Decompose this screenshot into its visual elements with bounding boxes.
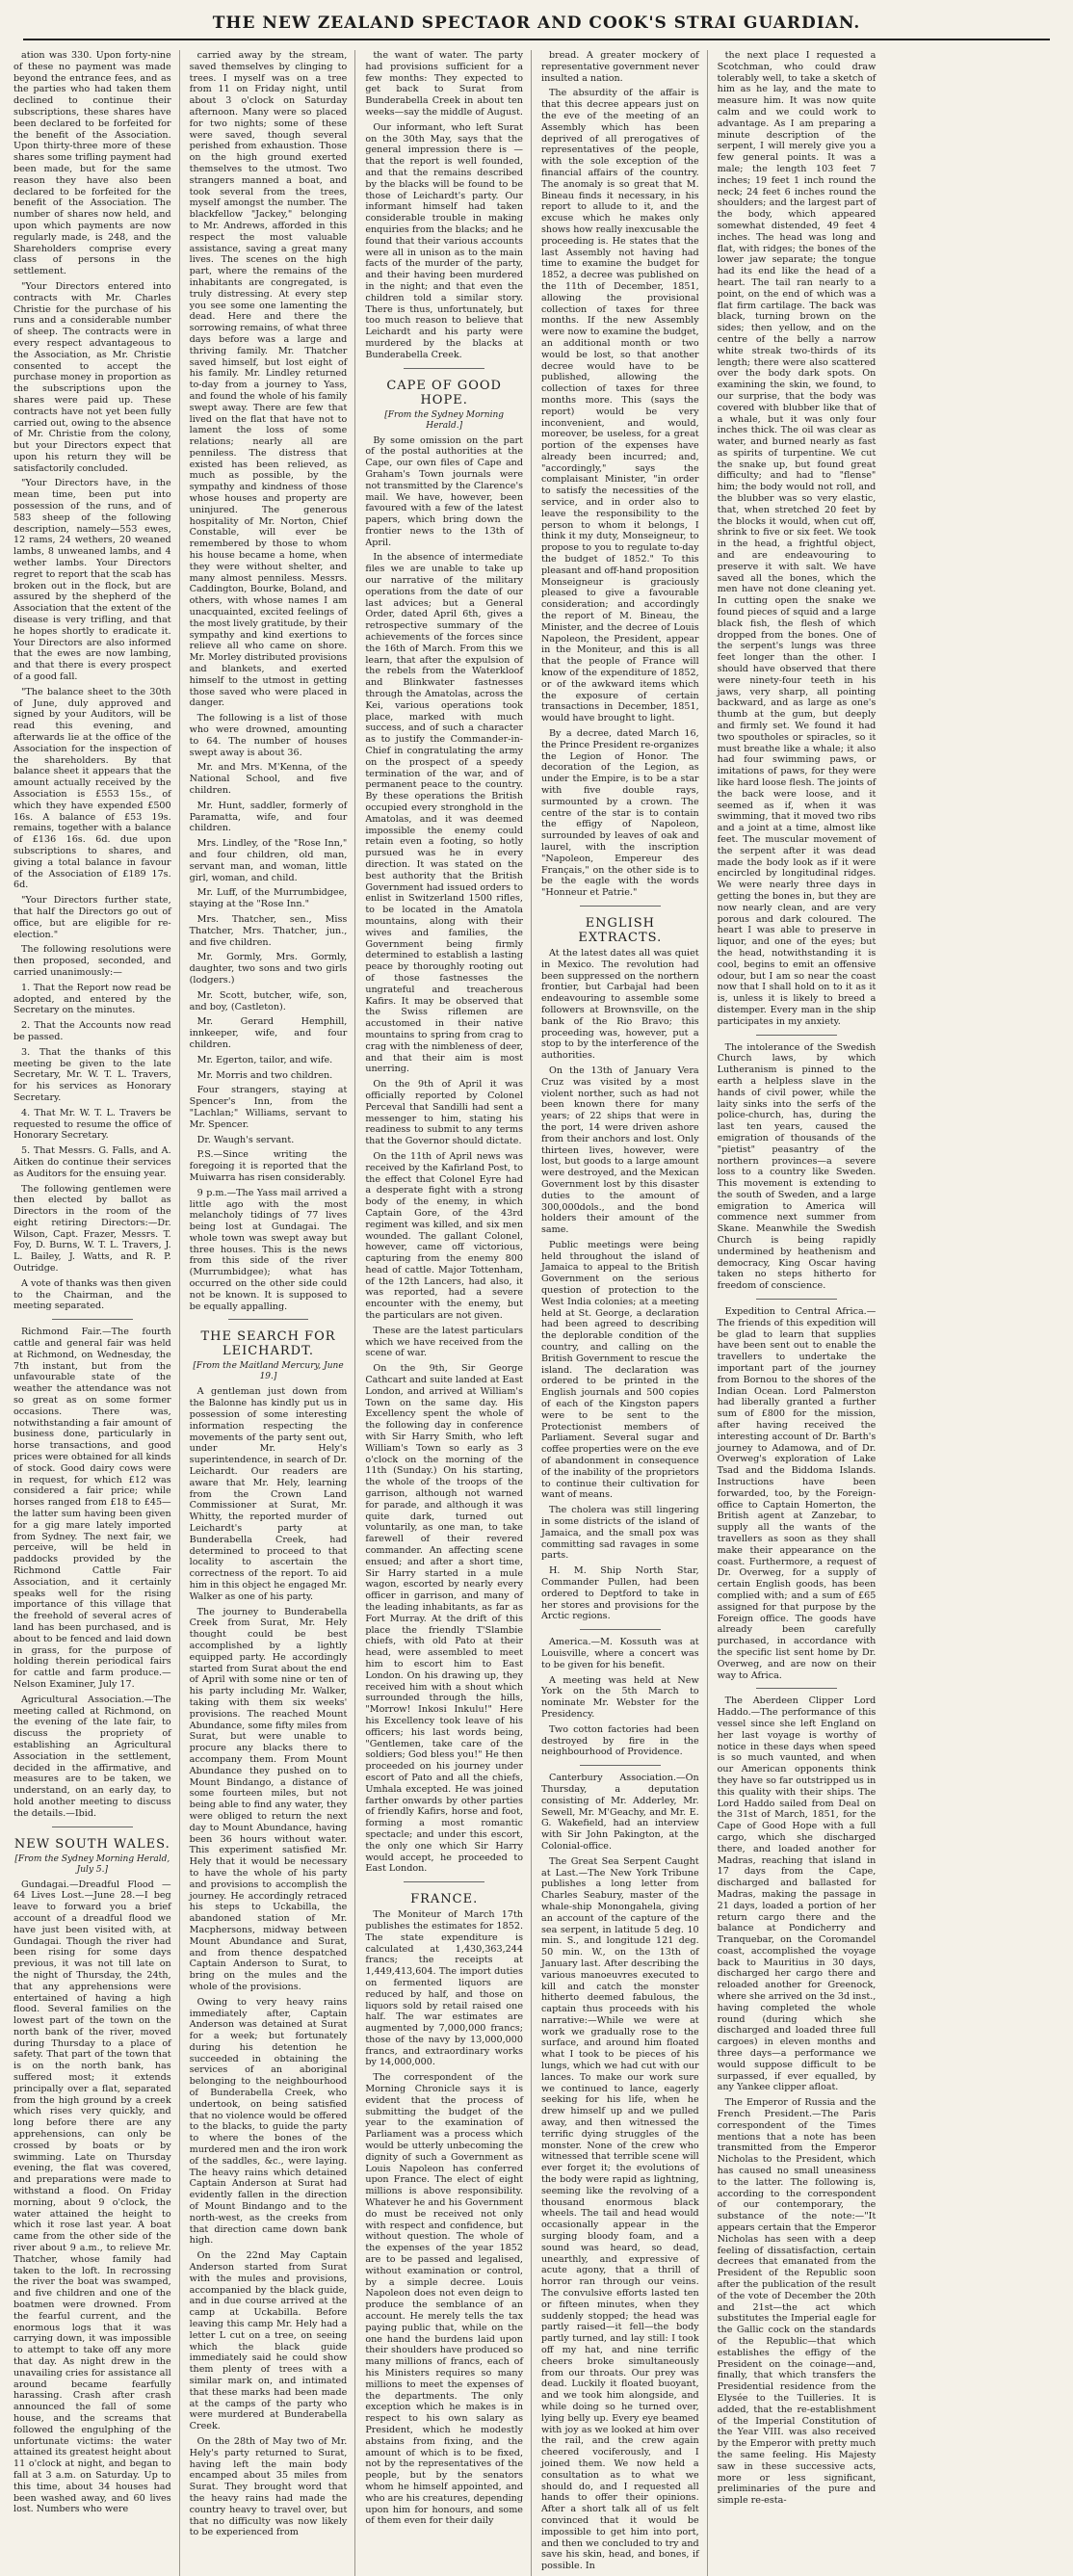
section-divider: [580, 1765, 661, 1766]
section-divider: [580, 1629, 661, 1630]
paragraph: Canterbury Association.—On Thursday, a deputation consisting of Mr. Adderley, Mr. Sewell, Mr. M'Geachy, and Mr. E. G. Wakefield, had an interview with Sir John Pakington, at the Colonial-office.: [541, 1773, 699, 1852]
paragraph: Dr. Waugh's servant.: [196, 1134, 295, 1145]
section-divider: [580, 906, 661, 907]
paragraph: In the absence of intermediate files we are unable to take up our narrative of the military operations from the date of our last advices; but a General Order, dated April 6th, gives a retrospective summary of the achievements of the forces since the 16th of March. From this we learn, that after the expulsion of the rebels from the Waterkloof and Blinkwater fastnesses through the Amatolas, across the Kei, various operations took place, marked with much success, and of such a character as to justify the Commander-in-Chief in congratulating the army on the prospect of a speedy termination of the war, and of permanent peace to the country. By these operations the British occupied every stronghold in the Amatolas, and it was deemed impossible the enemy could retain even a footing, so hotly pursued was he in every direction. It was stated on the best authority that the British Government had issued orders to enlist in Switzerland 1500 rifles, to be located in the Amatola mountains, along with their wives and families, the Government being firmly determined to establish a lasting peace by thoroughly rooting out of those fastnesses the ungrateful and treacherous Kafirs. It may be observed that the Swiss riflemen are accustomed in their native mountains to spring from crag to crag with the nimbleness of deer, and that their aim is most unerring.: [365, 552, 523, 1075]
section-divider: [404, 368, 484, 369]
paragraph: P.S.—Since writing the foregoing it is reported that the Muiwarra has risen considerably.: [189, 1149, 348, 1183]
paragraph: Mr. Morris and two children.: [196, 1069, 333, 1081]
paragraph: The following gentlemen were then elected by ballot as Directors in the room of the eight retiring Directors:—Dr. Wilson, Capt. Frazer, Messrs. T. Foy, D. Burns, W. T. L. Travers, J. L. Bailey, J. Watts, and R. P. Outridge.: [13, 1183, 171, 1275]
section-divider: [756, 1035, 838, 1036]
paragraph: Mr. and Mrs. M'Kenna, of the National School, and five children.: [189, 762, 348, 796]
paragraph: The cholera was still lingering in some districts of the island of Jamaica, and the small pox was committing sad ravages in some parts.: [541, 1505, 699, 1562]
paragraph: Gundagai.—Dreadful Flood — 64 Lives Lost.—June 28.—I beg leave to forward you a brief account of a dreadful flood we have just been visited with, at Gundagai. Though the river had been rising for some days previous, it was not till late on the night of Thursday, the 24th, that any apprehensions were entertained of having a high flood. Several families on the lowest part of the town on the north bank of the river, moved during Thursday to a place of safety. That part of the town that is on the north bank, has suffered most; it extends principally over a flat, separated from the high ground by a creek which rises very quickly, and long before there are any apprehensions, can only be crossed by boats or by swimming. Late on Thursday evening, the flat was covered, and preparations were made to withstand a flood. On Friday morning, about 9 o'clock, the water attained the height to which it rose last year. A boat came from the other side of the river about 9 a.m., to relieve Mr. Thatcher, whose family had taken to the loft. In recrossing the river the boat was swamped, and five children and one of the boatmen were drowned. From the fearful current, and the enormous logs that it was carrying down, it was impossible to attempt to take off any more that day. As night drew in the unavailing cries for assistance all around became fearfully harassing. Crash after crash announced the fall of some house, and the screams that followed the engulphing of the unfortunate victims: the water attained its greatest height about 11 o'clock at night, and began to fall at 3 a.m. on Saturday. Up to this time, about 34 houses had been washed away, and 60 lives lost. Numbers who were: [13, 1879, 171, 2515]
section-heading: CAPE OF GOOD HOPE.: [386, 378, 502, 407]
paragraph: Mr. Gerard Hemphill, innkeeper, wife, and four children.: [189, 1016, 348, 1050]
paragraph: Mr. Hunt, saddler, formerly of Paramatta, wife, and four children.: [189, 800, 348, 834]
paragraph: "Your Directors entered into contracts with Mr. Charles Christie for the purchase of his runs and a considerable number of sheep. The contracts were in every respect advantageous to the Association, as Mr. Christie consented to accept the purchase money in proportion as the subscriptions upon the shares were paid up. These contracts have not yet been fully carried out, owing to the absence of Mr. Christie from the colony, but your Directors expect that upon his return they will be satisfactorily concluded.: [13, 280, 171, 474]
paragraph: Expedition to Central Africa.—The friends of this expedition will be glad to learn that supplies have been sent out to enable the travellers to undertake the important part of the journey from Bornou to the shores of the Indian Ocean. Lord Palmerston had liberally granted a further sum of £800 for the mission, after having received the interesting account of Dr. Barth's journey to Adamowa, and of Dr. Overweg's exploration of Lake Tsad and the Biddoma Islands. Instructions have been forwarded, too, by the Foreign-office to Captain Homerton, the British agent at Zanzebar, to supply all the wants of the travellers as soon as they shall make their appearance on the coast. Furthermore, a request of Dr. Overweg, for a supply of certain English goods, has been complied with; and a sum of £65 assigned for that purpose by the Foreign office. The goods have already been carefully purchased, in accordance with the specific list sent home by Dr. Overweg, and are now on their way to Africa.: [717, 1306, 877, 1681]
section-heading: NEW SOUTH WALES.: [13, 1836, 170, 1852]
paragraph: On the 9th, Sir George Cathcart and suite landed at East London, and arrived at William's Town on the same day. His Excellency spent the whole of the following day in conference with Sir Harry Smith, who left William's Town so early as 3 o'clock on the morning of the 11th (Sunday.) On his starting, the whole of the troops of the garrison, although not warned for parade, and although it was quite dark, turned out voluntarily, as one man, to take farewell of their revered commander. An affecting scene ensued; and after a short time, Sir Harry started in a mule wagon, escorted by nearly every officer in garrison, and many of the leading inhabitants, as far as Fort Murray. At the drift of this place the friendly T'Slambie chiefs, with old Pato at their head, were assembled to meet him to escort him to East London. On his drawing up, they received him with a shout which surrounded through the hills, "Morrow! Inkosi Inkulu!" Here his Excellency took leave of his officers; his last words being, "Gentlemen, take care of the soldiers; God bless you!" He then proceeded on his journey under escort of Pato and all the chiefs, Umhala excepted. He was joined farther onwards by other parties of friendly Kafirs, horse and foot, forming a most romantic spectacle; and under this escort, the only one which Sir Harry would accept, he proceeded to East London.: [365, 1363, 523, 1875]
section-divider: [52, 1319, 133, 1320]
paragraph: These are the latest particulars which we have received from the scene of war.: [365, 1325, 523, 1359]
paragraph: America.—M. Kossuth was at Louisville, where a concert was to be given for his benefit.: [541, 1637, 699, 1670]
paragraph: 4. That Mr. W. T. L. Travers be requested to resume the office of Honorary Secretary.: [13, 1107, 171, 1142]
paragraph: 2. That the Accounts now read be passed.: [13, 1020, 171, 1042]
paragraph: On the 22nd May Captain Anderson started from Surat with the mules and provisions, accompanied by the black guide, and in due course arrived at the camp at Uckabilla. Before leaving this camp Mr. Hely had a letter L cut on a tree, on seeing which the black guide immediately said he could show them plenty of trees with a similar mark on, and intimated that these marks had been made at the camps of the party who were murdered at Bunderabella Creek.: [189, 2250, 348, 2432]
paragraph: "The balance sheet to the 30th of June, duly approved and signed by your Auditors, will be read this evening, and afterwards lie at the office of the Association for the inspection of the shareholders. By that balance sheet it appears that the amount actually received by the Association is £553 15s., of which they have expended £500 16s. A balance of £53 19s. remains, together with a balance of £136 16s. 6d. due upon subscriptions to shares, and giving a total balance in favour of the Association of £189 17s. 6d.: [13, 686, 171, 891]
paragraph: bread. A greater mockery of representative government never insulted a nation.: [541, 50, 699, 84]
column-4: [541, 50, 708, 2576]
paragraph: The absurdity of the affair is that this decree appears just on the eve of the meeting of an Assembly which has been deprived of all prerogatives of representatives of the people, with the sole exception of the financial affairs of the country. The anomaly is so great that M. Bineau finds it necessary, in his report to allude to it, and the excuse which he makes only shows how really inexcusable the proceeding is. He states that the last Assembly not having had time to examine the budget for 1852, a decree was published on the 11th of December, 1851, allowing the provisional collection of taxes for three months. If the new Assembly were now to examine the budget, an additional month or two would be lost, so that another decree would have to be published, allowing the collection of taxes for three months more. This (says the report) would be very inconvenient, and would, moreover, be useless, for a great portion of the expenses have already been incurred; and, "accordingly," says the complaisant Minister, "in order to satisfy the necessities of the service, and in order also to leave the responsibility to the person to whom it belongs, I think it my duty, Monseigneur, to propose to you to regulate to-day the budget of 1852." To this pleasant and off-hand proposition Monseigneur is graciously pleased to give a favourable consideration; and accordingly the report of M. Bineau, the Minister, and the decree of Louis Napoleon, the President, appear in the Moniteur, and this is all that the people of France will know of the expenditure of 1852, or of the awkward items which the exposure of certain transactions in December, 1851, would have brought to light.: [541, 88, 699, 724]
paragraph: The Aberdeen Clipper Lord Haddo.—The performance of this vessel since she left England on her last voyage is worthy of notice in these days when speed is so much vaunted, and when our American opponents think they have so far outstripped us in this quality with their ships. The Lord Haddo sailed from Deal on the 31st of March, 1851, for the Cape of Good Hope with a full cargo, which she discharged there, and loaded another for Madras, reaching that island in 17 days from the Cape, discharged and ballasted for Madras, making the passage in 21 days, loaded a portion of her return cargo there and the balance at Pondicherry and Tranquebar, on the Coromandel coast, accomplished the voyage back to Mauritius in 30 days, discharged her cargo there and reloaded another for Greenock, where she arrived on the 3d inst., having completed the whole round (during which she discharged and loaded three full cargoes) in eleven months and three days—a performance we would suppose difficult to be surpassed, if ever equalled, by any Yankee clipper afloat.: [717, 1695, 877, 2093]
paragraph: On the 28th of May two of Mr. Hely's party returned to Surat, having left the main body encamped about 35 miles from Surat. They brought word that the heavy rains had made the country heavy to travel over, but that no difficulty was now likely to be experienced from: [189, 2435, 348, 2538]
column-2: [190, 50, 356, 2576]
paragraph: A gentleman just down from the Balonne has kindly put us in possession of some interesting information respecting the movements of the party sent out, under Mr. Hely's superintendence, in search of Dr. Leichardt. Our readers are aware that Mr. Hely, learning from the Crown Land Commissioner at Surat, Mr. Whitty, the reported murder of Leichardt's party at Bunderabella Creek, had determined to proceed to that locality to ascertain the correctness of the report. To aid him in this object he engaged Mr. Walker as one of his party.: [189, 1386, 348, 1602]
section-divider: [756, 1299, 838, 1300]
paragraph: 9 p.m.—The Yass mail arrived a little ago with the most melancholy tidings of 77 lives being lost at Gundagai. The whole town was swept away but three houses. This is the news from this side of the river (Murrumbidgee); what has occurred on the other side could not be known. It is supposed to be equally appalling.: [189, 1187, 348, 1312]
paragraph: the want of water. The party had provisions sufficient for a few months: They expected to get back to Surat from Bunderabella Creek in about ten weeks—say the middle of August.: [365, 50, 523, 118]
paragraph: At the latest dates all was quiet in Mexico. The revolution had been suppressed on the northern frontier, but Carbajal had been endeavouring to assemble some followers at Brownsville, on the bank of the Rio Bravo; this proceeding was, however, put a stop to by the interference of the authorities.: [541, 947, 699, 1062]
paragraph: On the 9th of April it was officially reported by Colonel Perceval that Sandilli had sent a messenger to him, stating his readiness to submit to any terms that the Governor should dictate.: [365, 1079, 523, 1147]
paragraph: The journey to Bunderabella Creek from Surat, Mr. Hely thought could be best accomplished by a lightly equipped party. He accordingly started from Surat about the end of April with some nine or ten of his party including Mr. Walker, taking with them six weeks' provisions. The reached Mount Abundance, some fifty miles from Surat, but were unable to procure any blacks there to accompany them. From Mount Abundance they pushed on to Mount Bindango, a distance of some fourteen miles, but not being able to find any water, they were obliged to return the next day to Mount Abundance, having been 36 hours without water. This experiment satisfied Mr. Hely that it would be necessary to have the whole of his party and provisions to accomplish the journey. He accordingly retraced his steps to Uckabilla, the abandoned station of Mr. Macphersons, midway between Mount Abundance and Surat, and from thence despatched Captain Anderson to Surat, to bring on the mules and the whole of the provisions.: [189, 1606, 348, 1992]
paragraph: H. M. Ship North Star, Commander Pullen, had been ordered to Deptford to take in her stores and provisions for the Arctic regions.: [541, 1565, 699, 1622]
paragraph: The Moniteur of March 17th publishes the estimates for 1852. The state expenditure is calculated at 1,430,363,244 francs; the receipts at 1,449,413,604. The import duties on fermented liquors are reduced by half, and those on liquors sold by retail raised one half. The war estimates are augmented by 7,000,000 francs; those of the navy by 13,000,000 francs, and extraordinary works by 14,000,000.: [365, 1909, 523, 2068]
paragraph: Mrs. Lindley, of the "Rose Inn," and four children, old man, servant man, and woman, little girl, woman, and child.: [189, 838, 348, 883]
paragraph: The intolerance of the Swedish Church laws, by which Lutheranism is pinned to the earth a helpless slave in the hands of civil power, while the laity sinks into the serfs of the police-church, has, during the last ten years, caused the emigration of thousands of the "pietist" peasantry of the northern provinces—a severe loss to a country like Sweden. This movement is extending to the south of Sweden, and a large emigration to America will commence next summer from Skane. Meanwhile the Swedish Church is being rapidly undermined by heathenism and democracy, King Oscar having taken no steps hitherto for freedom of conscience.: [717, 1041, 877, 1292]
paragraph: A vote of thanks was then given to the Chairman, and the meeting separated.: [13, 1277, 171, 1312]
column-5: [718, 50, 884, 2576]
paragraph: carried away by the stream, saved themselves by clinging to trees. I myself was on a tree from 11 on Friday night, until about 3 o'clock on Saturday afternoon. Many were so placed for two nights; some of these were saved, though several perished from exhaustion. Those on the high ground exerted themselves to the utmost. Two strangers manned a boat, and took several from the trees, myself amongst the number. The blackfellow "Jackey," belonging to Mr. Andrews, afforded in this respect the most valuable assistance, saving a great many lives. The scenes on the high part, where the remains of the inhabitants are congregated, is truly distressing. At every step you see some one lamenting the dead. Here and there the sorrowing remains, of what three days before was a large and thriving family. Mr. Thatcher saved himself, but lost eight of his family. Mr. Lindley returned to-day from a journey to Yass, and found the whole of his family swept away. There are few that lived on the flat that have not to lament the loss of some relations; nearly all are penniless. The distress that existed has been relieved, as much as possible, by the sympathy and kindness of those whose houses and property are uninjured. The generous hospitality of Mr. Norton, Chief Constable, will ever be remembered by those to whom his house became a home, when they were without shelter, and many almost penniless. Messrs. Caddington, Bourke, Boland, and others, with whose names I am unacquainted, excited feelings of the most lively gratitude, by their sympathy and kind exertions to relieve all who came on shore. Mr. Morley distributed provisions and blankets, and exerted himself to the utmost in getting those saved who were placed in danger.: [189, 50, 348, 709]
source-line: [From the Sydney Morning Herald, July 5.]: [14, 1853, 170, 1875]
article-columns: [13, 50, 1060, 2572]
column-1: [13, 50, 180, 2576]
column-3: [365, 50, 532, 2576]
source-line: [From the Maitland Mercury, June 19.]: [193, 1361, 344, 1382]
paragraph: Mr. Gormly, Mrs. Gormly, daughter, two sons and two girls (lodgers.): [189, 952, 348, 986]
section-heading: THE SEARCH FOR LEICHARDT.: [200, 1329, 336, 1359]
paragraph: The Great Sea Serpent Caught at Last.—The New York Tribune publishes a long letter from Charles Seabury, master of the whale-ship Monongahela, giving an account of the capture of the sea serpent, in latitude 5 deg. 10 min. S., and longitude 121 deg. 50 min. W., on the 13th of January last. After describing the various manoeuvres executed to kill and catch the monster hitherto deemed fabulous, the captain thus proceeds with his narrative:—While we were at work we gradually rose to the surface, and around him floated what I took to be pieces of his lungs, which we had cut with our lances. To make our work sure we continued to lance, eagerly seeking for his life, when he drew himself up and we pulled away, and then witnessed the terrific dying struggles of the monster. None of the crew who witnessed that terrible scene will ever forget it; the evolutions of the body were rapid as lightning, seeming like the revolving of a thousand enormous black wheels. The tail and head would occasionally appear in the surging bloody foam, and a sound was heard, so dead, unearthly, and expressive of acute agony, that a thrill of horror ran through our veins. The convulsive efforts lasted ten or fifteen minutes, when they suddenly stopped; the head was partly raised—it fell—the body partly turned, and lay still: I took off my hat, and nine terrific cheers broke simultaneously from our throats. Our prey was dead. Luckily it floated buoyant, and we took him alongside, and while doing so he turned over, lying belly up. Every eye beamed with joy as we looked at him over the rail, and the crew again cheered vociferously, and I joined them. We now held a consultation as to what we should do, and I requested all hands to offer their opinions. After a short talk all of us felt convinced that it would be impossible to get him into port, and then we concluded to try and save his skin, head, and bones, if possible. In: [541, 1855, 699, 2572]
section-divider: [756, 1688, 838, 1689]
paragraph: Richmond Fair.—The fourth cattle and general fair was held at Richmond, on Wednesday, the 7th instant, but from the unfavourable state of the weather the attendance was not so great as on some former occasions. There was, notwithstanding a fair amount of business done, particularly in horse transactions, and good prices were obtained for all kinds of stock. Good dairy cows were in request, for which £12 was considered a fair price; while horses ranged from £18 to £45—the latter sum having been given for a gig mare lately imported from Sydney. The next fair, we perceive, will be held in paddocks provided by the Richmond Cattle Fair Association, and it certainly speaks well for the rising importance of this village that the freehold of several acres of land has been purchased, and is about to be fenced and laid down in grass, for the purpose of holding therein periodical fairs for cattle and farm produce.—Nelson Examiner, July 17.: [13, 1327, 171, 1690]
paragraph: The following is a list of those who were drowned, amounting to 64. The number of houses swept away is about 36.: [189, 713, 348, 758]
paragraph: On the 11th of April news was received by the Kafirland Post, to the effect that Colonel Eyre had a desperate fight with a strong body of the enemy, in which Captain Gore, of the 43rd regiment was killed, and six men wounded. The gallant Colonel, however, came off victorious, capturing from the enemy 800 head of cattle. Major Tottenham, of the 12th Lancers, had also, it was reported, had a severe encounter with the enemy, but the particulars are not given.: [365, 1150, 523, 1322]
paragraph: Agricultural Association.—The meeting called at Richmond, on the evening of the late fair, to discuss the propriety of establishing an Agricultural Association in the settlement, decided in the affirmative, and measures are to be taken, we understand, on an early day, to hold another meeting to discuss the details.—Ibid.: [13, 1694, 171, 1819]
paragraph: Mr. Egerton, tailor, and wife.: [196, 1054, 333, 1065]
section-heading: ENGLISH EXTRACTS.: [578, 915, 663, 945]
paragraph: 1. That the Report now read be adopted, and entered by the Secretary on the minutes.: [13, 982, 171, 1016]
paragraph: Mrs. Thatcher, sen., Miss Thatcher, Mrs. Thatcher, jun., and five children.: [189, 913, 348, 948]
paragraph: Two cotton factories had been destroyed by fire in the neighbourhood of Providence.: [541, 1723, 699, 1758]
paragraph: By a decree, dated March 16, the Prince President re-organizes the Legion of Honor. The decoration of the Legion, as under the Empire, is to be a star with five double rays, surmounted by a crown. The centre of the star is to contain the effigy of Napoleon, surrounded by leaves of oak and laurel, with the inscription "Napoleon, Empereur des Français," on the other side is to be the eagle with the words "Honneur et Patrie.": [541, 728, 699, 899]
paragraph: By some omission on the part of the postal authorities at the Cape, our own files of Cape and Graham's Town journals were not transmitted by the Clarence's mail. We have, however, been favoured with a few of the latest papers, which bring down the frontier news to the 13th of April.: [365, 434, 523, 548]
paragraph: Mr. Scott, butcher, wife, son, and boy, (Castleton).: [189, 989, 348, 1012]
paragraph: The Emperor of Russia and the French President.—The Paris correspondent of the Times mentions that a note has been transmitted from the Emperor Nicholas to the President, which has caused no small uneasiness to the latter. The following is, according to the correspondent of our contemporary, the substance of the note:—"It appears certain that the Emperor Nicholas has seen with a deep feeling of dissatisfaction, certain decrees that emanated from the President of the Republic soon after the publication of the result of the vote of December the 20th and 21st—the act which substitutes the Imperial eagle for the Gallic cock on the standards of the Republic—that which establishes the effigy of the President on the coinage—and, finally, that which transfers the Presidential residence from the Elysée to the Tuilleries. It is added, that the re-establishment of the Imperial Constitution of the Year VIII. was also received by the Emperor with pretty much the same feeling. His Majesty saw in these successive acts, more or less significant, preliminaries of the pure and simple re-esta-: [717, 2097, 877, 2507]
paragraph: Owing to very heavy rains immediately after, Captain Anderson was detained at Surat for a week; but fortunately during his detention he succeeded in obtaining the services of an aboriginal belonging to the neighbourhood of Bunderabella Creek, who undertook, on being satisfied that no violence would be offered to the blacks, to guide the party to where the bones of the murdered men and the iron work of the saddles, &c., were laying. The heavy rains which detained Captain Anderson at Surat had evidently fallen in the direction of Mount Bindango and to the north-west, as the creeks from that direction came down bank high.: [189, 1996, 348, 2247]
section-divider: [228, 1319, 309, 1320]
paragraph: "Your Directors further state, that half the Directors go out of office, but are eligible for re-election.": [13, 895, 171, 940]
paragraph: 5. That Messrs. G. Falls, and A. Aitken do continue their services as Auditors for the ensuing year.: [13, 1145, 171, 1179]
paragraph: Our informant, who left Surat on the 30th May, says that the general impression there is —that the report is well founded, and that the remains described by the blacks will be found to be those of Leichardt's party. Our informant himself had taken considerable trouble in making enquiries from the blacks; and he found that their various accounts were all in unison as to the main facts of the murder of the party, and their having been murdered in the night; and that even the children told a similar story. There is thus, unfortunately, but too much reason to believe that Leichardt and his party were murdered by the blacks at Bunderabella Creek.: [365, 121, 523, 360]
paragraph: Mr. Luff, of the Murrumbidgee, staying at the "Rose Inn.": [189, 887, 348, 910]
paragraph: Four strangers, staying at Spencer's Inn, from the "Lachlan;" Williams, servant to Mr. Spencer.: [189, 1085, 348, 1130]
paragraph: The following resolutions were then proposed, seconded, and carried unanimously:—: [13, 944, 171, 978]
section-divider: [404, 1881, 484, 1882]
paragraph: "Your Directors have, in the mean time, been put into possession of the runs, and of 583 sheep of the following description, namely—553 ewes, 12 rams, 24 wethers, 20 weaned lambs, 8 unweaned lambs, and 4 wether lambs. Your Directors regret to report that the scab has broken out in the flock, but are assured by the shepherd of the Association that the extent of the disease is very trifling, and that he hopes shortly to eradicate it. Your Directors are also informed that the ewes are now lambing, and that there is every prospect of a good fall.: [13, 478, 171, 683]
paragraph: 3. That the thanks of this meeting be given to the late Secretary, Mr. W. T. L. Travers, for his services as Honorary Secretary.: [13, 1046, 171, 1103]
paragraph: the next place I requested a Scotchman, who could draw tolerably well, to take a sketch of him as he lay, and the mate to measure him. It was now quite calm and we could work to advantage. As I am preparing a minute description of the serpent, I will merely give you a few general points. It was a male; the length 103 feet 7 inches; 19 feet 1 inch round the neck; 24 feet 6 inches round the shoulders; and the largest part of the body, which appeared somewhat distended, 49 feet 4 inches. The head was long and flat, with ridges; the bones of the lower jaw separate; the tongue had its end like the head of a heart. The tail ran nearly to a point, on the end of which was a flat firm cartilage. The back was black, turning brown on the sides; then yellow, and on the centre of the belly a narrow white streak two-thirds of its length; there were also scattered over the body dark spots. On examining the skin, we found, to our surprise, that the body was covered with blubber like that of a whale, but it was only four inches thick. The oil was clear as water, and burned nearly as fast as spirits of turpentine. We cut the snake up, but found great difficulty; and had to "flense" him; the body would not roll, and the blubber was so very elastic, that, when stretched 20 feet by the blocks it would, when cut off, shrink to five or six feet. We took in the head, a frightful object, and are endeavouring to preserve it with salt. We have saved all the bones, which the men have not done cleaning yet. In cutting open the snake we found pieces of squid and a large black fish, the flesh of which dropped from the bones. One of the serpent's lungs was three feet longer than the other. I should have observed that there were ninety-four teeth in his jaws, very sharp, all pointing backward, and as large as one's thumb at the gum, but deeply and firmly set. We found it had two spoutholes or spiracles, so it must breathe like a whale; it also had four swimming paws, or imitations of paws, for they were like hard loose flesh. The joints of the back were loose, and it seemed as if, when it was swimming, that it moved two ribs and a joint at a time, almost like feet. The muscular movement of the serpent after it was dead made the body look as if it were encircled by longitudinal ridges. We were nearly three days in getting the bones in, but they are now nearly clean, and are very porous and dark coloured. The heart I was able to preserve in liquor, and one of the eyes; but the head, notwithstanding it is cool, begins to emit an offensive odour, but I am so near the coast now that I shall hold on to it as it is, unless it is likely to breed a distemper. Every man in the ship participates in my anxiety.: [717, 50, 877, 1027]
paragraph: ation was 330. Upon forty-nine of these no payment was made beyond the entrance fees, and as the parties who had taken them declined to continue their subscriptions, these shares have been declared to be forfeited for the benefit of the Association. Upon thirty-three more of these shares some trifling payment had been made, but for the same reason they have also been declared to be forfeited for the benefit of the Association. The number of shares now held, and upon which payments are now regularly made, is 248, and the Shareholders comprise every class of persons in the settlement.: [13, 50, 171, 277]
section-heading: FRANCE.: [410, 1892, 479, 1907]
paragraph: Public meetings were being held throughout the island of Jamaica to appeal to the British Government on the serious question of protection to the West India colonies; at a meeting held at St. George, a declaration had been agreed to describing the deplorable condition of the country, and calling on the British Government to rescue the island. The declaration was ordered to be printed in the English journals and 500 copies of each of the Kingston papers were to be sent to the Protectionist members of Parliament. Several sugar and coffee properties were on the eve of abandonment in consequence of the inability of the proprietors to continue their cultivation for want of means.: [541, 1239, 699, 1501]
paragraph: The correspondent of the Morning Chronicle says it is evident that the process of submitting the budget of the year to the examination of Parliament was a process which would be utterly unbecoming the dignity of such a Government as Louis Napoleon has conferred upon France. The elect of eight millions is above responsibility. Whatever he and his Government do must be received not only with respect and confidence, but without question. The whole of the expenses of the year 1852 are to be passed and legalised, without examination or control, by a simple decree. Louis Napoleon does not even deign to produce the semblance of an account. He merely tells the tax paying public that, while on the one hand the burdens laid upon their shoulders have produced so many millions of francs, each of his Ministers requires so many millions to meet the expenses of the departments. The only exception which he makes is in respect to his own salary as President, which he modestly abstains from fixing, and the amount of which is to be fixed, not by the representatives of the people, but by the senators whom he himself appointed, and who are his creatures, depending upon him for honours, and some of them even for their daily: [365, 2072, 523, 2527]
paragraph: A meeting was held at New York on the 5th March to nominate Mr. Webster for the Presidency.: [541, 1674, 699, 1720]
source-line: [From the Sydney Morning Herald.]: [384, 409, 505, 431]
paragraph: On the 13th of January Vera Cruz was visited by a most violent norther, such as had not been known there for many years; of 22 ships that were in the port, 14 were driven ashore from their anchors and lost. Only thirteen lives, however, were lost, but goods to a large amount were destroyed, and the Mexican Government lost by this disaster duties to the amount of 300,000dols., and the bond holders their amount of the same.: [541, 1065, 699, 1236]
masthead: THE NEW ZEALAND SPECTAOR AND COOK'S STRAI GUARDIAN.: [23, 8, 1050, 40]
